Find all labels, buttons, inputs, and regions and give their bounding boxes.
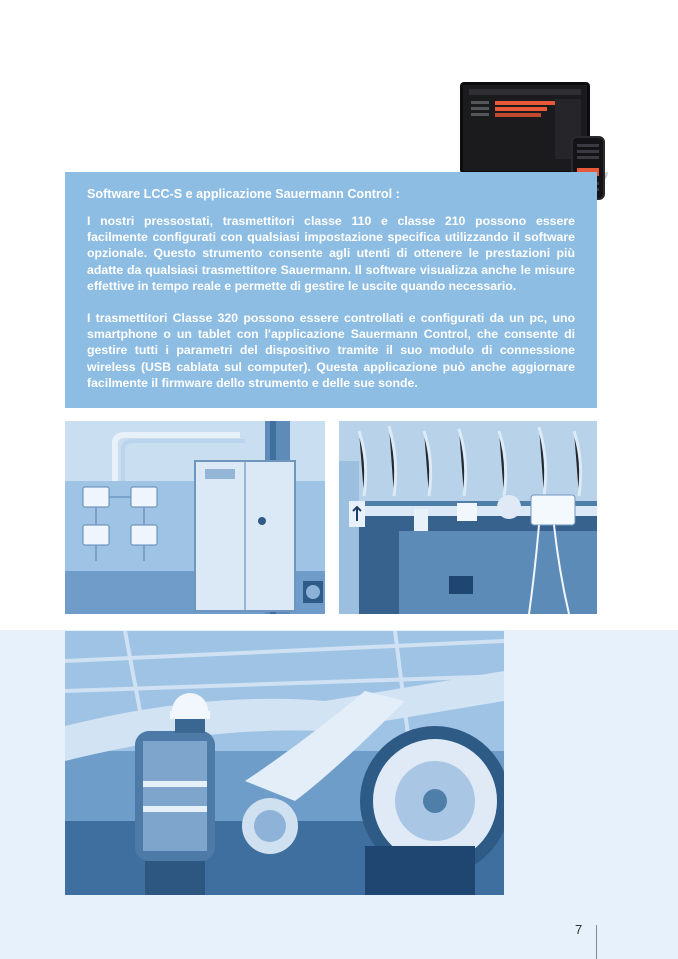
page-number: 7 (575, 922, 583, 937)
photo-duct-transmitters (339, 421, 597, 614)
photo-industrial-engineer (65, 631, 504, 895)
info-box-paragraph-1: I nostri pressostati, trasmettitori classe 110 e classe 210 possono essere facilmente configurati con qualsiasi impostazione specifica utilizzando il software opzionale. Questo strumento consente agli utenti di ottenere le prestazioni più adatte da qualsiasi trasmettitore Sauermann. Il software visualizza anche le misure effettive in tempo reale e permette di gestire le uscite quando necessario. (87, 214, 575, 293)
info-box (65, 172, 597, 408)
info-box-paragraph-2: I trasmettitori Classe 320 possono essere controllati e configurati da un pc, uno smartphone o un tablet con l'applicazione Sauermann Control, che consente di gestire tutti i parametri del dispositivo tramite il suo modulo di connessione wireless (USB cablata sul computer). Questa applicazione può anche aggiornare facilmente il firmware dello strumento e delle sue sonde. (87, 311, 575, 390)
page-number-divider (596, 925, 597, 959)
photo-control-cabinet (65, 421, 325, 614)
info-box-title: Software LCC-S e applicazione Sauermann Control : (87, 187, 400, 201)
